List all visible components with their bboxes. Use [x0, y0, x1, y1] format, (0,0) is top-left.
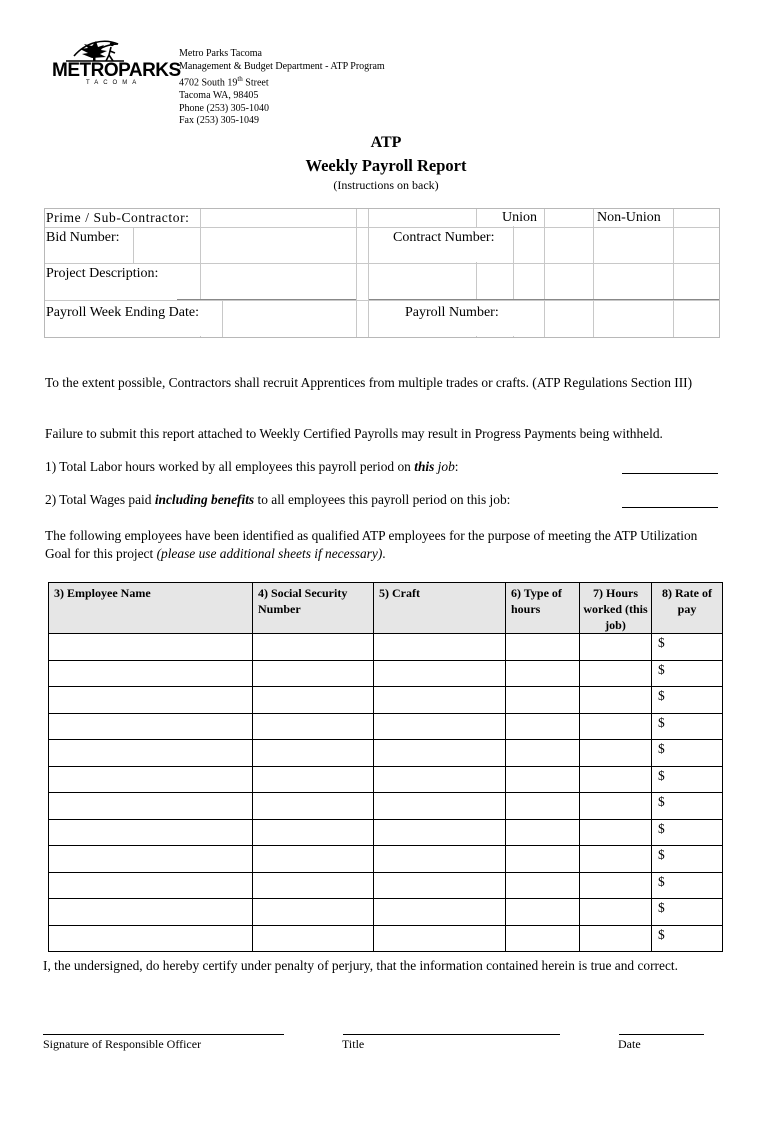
report-title-atp: ATP [370, 134, 402, 151]
hours-worked-cell[interactable] [580, 740, 652, 767]
failure-to-submit-note: Failure to submit this report attached to Weekly Certified Payrolls may result in Progress Payments being withheld. [45, 426, 663, 441]
employee-name-cell[interactable] [49, 899, 253, 926]
table-row [49, 687, 723, 714]
ssn-cell[interactable] [253, 899, 374, 926]
employee-name-cell[interactable] [49, 872, 253, 899]
hours-worked-cell[interactable] [580, 846, 652, 873]
employee-name-cell[interactable] [49, 819, 253, 846]
rate-of-pay-cell[interactable] [652, 687, 723, 714]
craft-cell[interactable] [374, 846, 506, 873]
table-row [49, 899, 723, 926]
hours-worked-cell[interactable] [580, 793, 652, 820]
header-craft: 5) Craft [374, 583, 506, 634]
payroll-number-label: Payroll Number: [405, 305, 499, 320]
type-of-hours-cell[interactable] [506, 899, 580, 926]
craft-cell[interactable] [374, 687, 506, 714]
total-labor-hours-question: 1) Total Labor hours worked by all employees this payroll period on this job: [45, 459, 459, 474]
ssn-cell[interactable] [253, 872, 374, 899]
date-line[interactable] [619, 1034, 704, 1035]
craft-cell[interactable] [374, 793, 506, 820]
hours-worked-cell[interactable] [580, 925, 652, 952]
table-row [49, 740, 723, 767]
union-label: Union [502, 210, 537, 225]
rate-of-pay-cell[interactable] [652, 846, 723, 873]
hours-worked-cell[interactable] [580, 634, 652, 661]
type-of-hours-cell[interactable] [506, 925, 580, 952]
rate-of-pay-cell[interactable] [652, 899, 723, 926]
bid-number-label: Bid Number: [46, 230, 120, 245]
ssn-cell[interactable] [253, 846, 374, 873]
total-labor-hours-field[interactable] [622, 473, 718, 474]
signature-label: Signature of Responsible Officer [43, 1037, 202, 1051]
hours-worked-cell[interactable] [580, 766, 652, 793]
rate-of-pay-cell[interactable] [652, 740, 723, 767]
table-row [49, 634, 723, 661]
craft-cell[interactable] [374, 766, 506, 793]
currency-symbol: $ [658, 926, 665, 942]
table-row [49, 846, 723, 873]
employee-name-cell[interactable] [49, 687, 253, 714]
table-row [49, 660, 723, 687]
currency-symbol: $ [658, 688, 665, 703]
craft-cell[interactable] [374, 713, 506, 740]
org-city: Tacoma WA, 98405 [179, 90, 259, 102]
type-of-hours-cell[interactable] [506, 846, 580, 873]
employee-table-header [49, 583, 723, 634]
type-of-hours-cell[interactable] [506, 687, 580, 714]
hours-worked-cell[interactable] [580, 872, 652, 899]
employee-name-cell[interactable] [49, 634, 253, 661]
header-type-of-hours: 6) Type of hours [506, 583, 580, 634]
ssn-cell[interactable] [253, 660, 374, 687]
signature-line[interactable] [43, 1034, 284, 1035]
type-of-hours-cell[interactable] [506, 740, 580, 767]
table-row [49, 819, 723, 846]
hours-worked-cell[interactable] [580, 713, 652, 740]
rate-of-pay-cell[interactable] [652, 872, 723, 899]
prime-contractor-label: Prime / Sub-Contractor: [46, 210, 190, 225]
qualified-employees-note: The following employees have been identified as qualified ATP employees for the purpose of meeting the ATP Utilization Goal for this project (please use additional sheets if necessary). [45, 528, 698, 561]
logo-subtitle: TACOMA [86, 80, 142, 86]
org-phone: Phone (253) 305-1040 [179, 102, 269, 114]
craft-cell[interactable] [374, 872, 506, 899]
employee-name-cell[interactable] [49, 925, 253, 952]
craft-cell[interactable] [374, 740, 506, 767]
type-of-hours-cell[interactable] [506, 634, 580, 661]
metro-parks-logo [52, 36, 181, 88]
org-department: Management & Budget Department - ATP Program [179, 60, 385, 72]
rate-of-pay-cell[interactable] [652, 819, 723, 846]
title-label: Title [342, 1037, 365, 1051]
hours-worked-cell[interactable] [580, 687, 652, 714]
project-description-label: Project Description: [46, 266, 159, 281]
header-hours-worked: 7) Hours worked (this job) [580, 583, 652, 634]
certification-statement: I, the undersigned, do hereby certify under penalty of perjury, that the information contained herein is true and correct. [43, 958, 678, 973]
org-name: Metro Parks Tacoma [179, 48, 262, 59]
craft-cell[interactable] [374, 634, 506, 661]
contract-info-grid [44, 208, 720, 338]
craft-cell[interactable] [374, 899, 506, 926]
header-social-security-number: 4) Social Security Number [253, 583, 374, 634]
table-row [49, 793, 723, 820]
report-title: Weekly Payroll Report [305, 156, 467, 175]
employee-name-cell[interactable] [49, 793, 253, 820]
employee-name-cell[interactable] [49, 766, 253, 793]
rate-of-pay-cell[interactable] [652, 925, 723, 952]
table-row [49, 713, 723, 740]
ssn-cell[interactable] [253, 793, 374, 820]
type-of-hours-cell[interactable] [506, 766, 580, 793]
hours-worked-cell[interactable] [580, 899, 652, 926]
ssn-cell[interactable] [253, 819, 374, 846]
non-union-label: Non-Union [597, 210, 661, 225]
employee-name-cell[interactable] [49, 713, 253, 740]
employee-name-cell[interactable] [49, 846, 253, 873]
employee-table [48, 582, 723, 952]
logo-wordmark: METROPARKS [52, 60, 181, 81]
rate-of-pay-cell[interactable] [652, 793, 723, 820]
date-label: Date [618, 1037, 641, 1051]
contract-number-label: Contract Number: [393, 230, 495, 245]
rate-of-pay-cell[interactable] [652, 634, 723, 661]
employee-name-cell[interactable] [49, 660, 253, 687]
total-wages-field[interactable] [622, 507, 718, 508]
hours-worked-cell[interactable] [580, 819, 652, 846]
table-row [49, 925, 723, 952]
ssn-cell[interactable] [253, 687, 374, 714]
total-wages-question: 2) Total Wages paid including benefits to all employees this payroll period on this job: [45, 492, 511, 507]
ssn-cell[interactable] [253, 713, 374, 740]
type-of-hours-cell[interactable] [506, 660, 580, 687]
type-of-hours-cell[interactable] [506, 819, 580, 846]
currency-symbol: $ [658, 635, 665, 650]
currency-symbol: $ [658, 873, 665, 889]
header-rate-of-pay: 8) Rate of pay [652, 583, 723, 634]
header-employee-name: 3) Employee Name [49, 583, 253, 634]
craft-cell[interactable] [374, 660, 506, 687]
ssn-cell[interactable] [253, 634, 374, 661]
org-street: 4702 South 19th Street [179, 75, 269, 89]
currency-symbol: $ [658, 820, 665, 836]
org-fax: Fax (253) 305-1049 [179, 115, 259, 127]
craft-cell[interactable] [374, 819, 506, 846]
employee-name-cell[interactable] [49, 740, 253, 767]
table-row [49, 872, 723, 899]
apprentice-recruit-note: To the extent possible, Contractors shall recruit Apprentices from multiple trades or crafts. (ATP Regulations Section III) [45, 375, 693, 390]
rate-of-pay-cell[interactable] [652, 766, 723, 793]
currency-symbol: $ [658, 847, 665, 862]
currency-symbol: $ [658, 714, 665, 730]
payroll-week-ending-label: Payroll Week Ending Date: [46, 305, 199, 320]
report-instructions-note: (Instructions on back) [333, 178, 439, 192]
rate-of-pay-cell[interactable] [652, 660, 723, 687]
currency-symbol: $ [658, 794, 665, 809]
currency-symbol: $ [658, 741, 665, 756]
table-row [49, 766, 723, 793]
type-of-hours-cell[interactable] [506, 872, 580, 899]
currency-symbol: $ [658, 767, 665, 783]
currency-symbol: $ [658, 900, 665, 915]
craft-cell[interactable] [374, 925, 506, 952]
type-of-hours-cell[interactable] [506, 713, 580, 740]
rate-of-pay-cell[interactable] [652, 713, 723, 740]
currency-symbol: $ [658, 661, 665, 677]
ssn-cell[interactable] [253, 925, 374, 952]
ssn-cell[interactable] [253, 740, 374, 767]
title-line[interactable] [343, 1034, 560, 1035]
org-address [179, 48, 385, 128]
type-of-hours-cell[interactable] [506, 793, 580, 820]
hours-worked-cell[interactable] [580, 660, 652, 687]
ssn-cell[interactable] [253, 766, 374, 793]
